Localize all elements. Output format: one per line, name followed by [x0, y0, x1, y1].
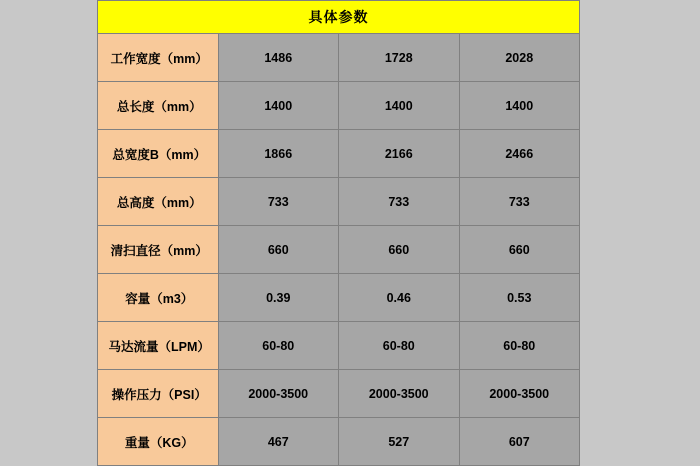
row-label: 总高度（mm） [98, 178, 219, 226]
cell-value: 1728 [339, 34, 460, 82]
spec-sheet [97, 0, 580, 466]
table-row [98, 82, 580, 130]
row-label: 重量（KG） [98, 418, 219, 466]
row-label: 清扫直径（mm） [98, 226, 219, 274]
cell-value: 2028 [459, 34, 580, 82]
cell-value: 60-80 [459, 322, 580, 370]
cell-value: 733 [339, 178, 460, 226]
cell-value: 2166 [339, 130, 460, 178]
table-row [98, 34, 580, 82]
cell-value: 527 [339, 418, 460, 466]
row-label: 总长度（mm） [98, 82, 219, 130]
cell-value: 1400 [339, 82, 460, 130]
cell-value: 2000-3500 [459, 370, 580, 418]
spec-table [97, 0, 580, 466]
row-label: 马达流量（LPM） [98, 322, 219, 370]
cell-value: 733 [459, 178, 580, 226]
cell-value: 0.39 [218, 274, 339, 322]
row-label: 容量（m3） [98, 274, 219, 322]
cell-value: 607 [459, 418, 580, 466]
cell-value: 660 [339, 226, 460, 274]
cell-value: 1866 [218, 130, 339, 178]
cell-value: 2000-3500 [218, 370, 339, 418]
table-row [98, 226, 580, 274]
row-label: 工作宽度（mm） [98, 34, 219, 82]
cell-value: 660 [459, 226, 580, 274]
cell-value: 0.46 [339, 274, 460, 322]
cell-value: 1400 [459, 82, 580, 130]
cell-value: 2466 [459, 130, 580, 178]
cell-value: 467 [218, 418, 339, 466]
cell-value: 1486 [218, 34, 339, 82]
row-label: 总宽度B（mm） [98, 130, 219, 178]
cell-value: 660 [218, 226, 339, 274]
table-row [98, 322, 580, 370]
table-row [98, 274, 580, 322]
cell-value: 60-80 [218, 322, 339, 370]
table-title: 具体参数 [98, 1, 580, 34]
cell-value: 0.53 [459, 274, 580, 322]
table-row [98, 418, 580, 466]
table-title-row [98, 1, 580, 34]
cell-value: 733 [218, 178, 339, 226]
table-row [98, 178, 580, 226]
cell-value: 60-80 [339, 322, 460, 370]
spec-table-body [98, 1, 580, 466]
table-row [98, 370, 580, 418]
row-label: 操作压力（PSI） [98, 370, 219, 418]
cell-value: 1400 [218, 82, 339, 130]
table-row [98, 130, 580, 178]
cell-value: 2000-3500 [339, 370, 460, 418]
